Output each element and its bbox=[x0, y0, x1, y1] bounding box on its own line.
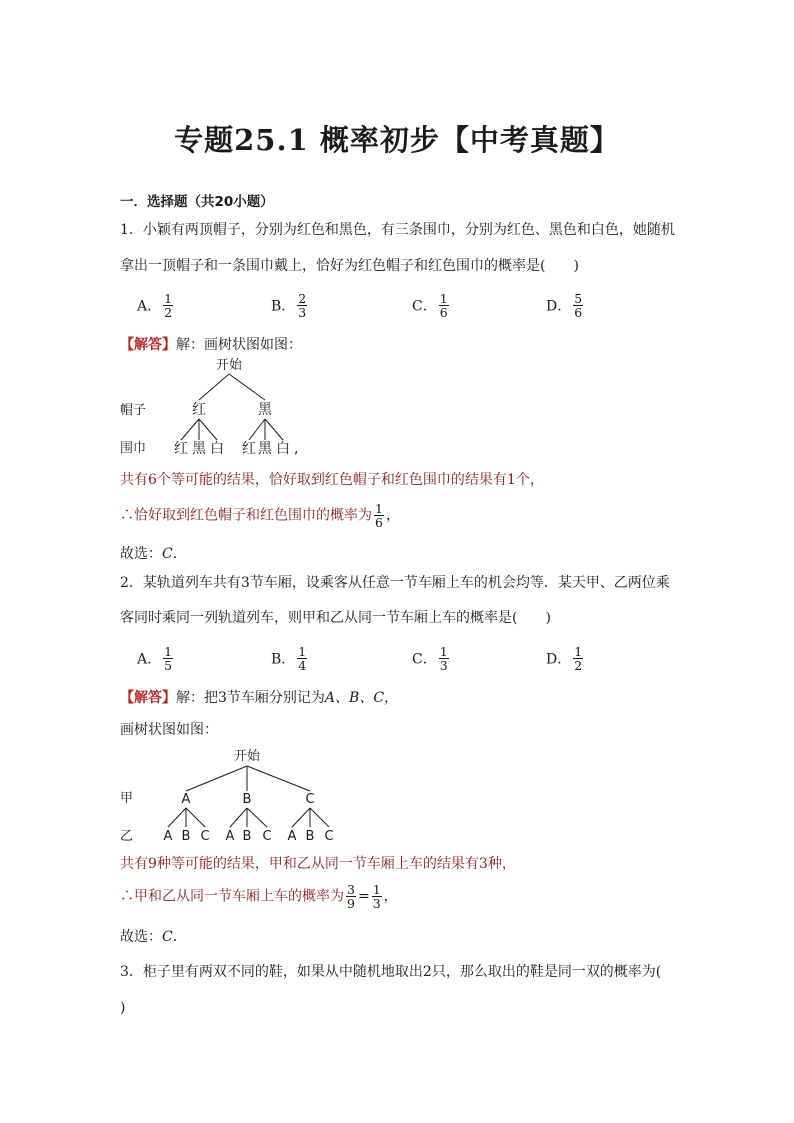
denominator: 6 bbox=[375, 515, 383, 530]
tree-branch bbox=[249, 419, 265, 440]
denominator: 3 bbox=[439, 658, 448, 673]
denominator: 5 bbox=[164, 658, 173, 673]
numerator: 1 bbox=[439, 291, 448, 306]
option-label: A． bbox=[137, 651, 162, 668]
row-label-jia: 甲 bbox=[120, 791, 134, 806]
therefore-text: ∴恰好取到红色帽子和红色围巾的概率为 bbox=[120, 507, 372, 524]
denominator: 3 bbox=[372, 896, 381, 911]
option-c bbox=[412, 645, 451, 672]
probability-fraction bbox=[372, 883, 382, 910]
numerator: 5 bbox=[574, 291, 583, 306]
option-label: D． bbox=[546, 651, 572, 668]
denominator: 2 bbox=[164, 305, 173, 320]
row-label-yi: 乙 bbox=[120, 829, 134, 844]
option-label: C． bbox=[412, 298, 437, 315]
probability-fraction bbox=[374, 502, 384, 529]
tree-leaf: C bbox=[262, 829, 272, 844]
tree-root: 开始 bbox=[215, 358, 243, 373]
numerator: 1 bbox=[439, 644, 448, 659]
answer-2-header bbox=[120, 688, 398, 708]
denominator: 4 bbox=[298, 658, 307, 673]
tree-trail: , bbox=[294, 441, 299, 457]
tree-branch bbox=[229, 374, 265, 400]
tree-diagram-1 bbox=[115, 352, 315, 462]
tree-branch bbox=[265, 419, 283, 440]
tree-branch bbox=[230, 808, 247, 827]
option-d bbox=[546, 645, 585, 672]
numerator: 3 bbox=[347, 882, 355, 897]
option-a bbox=[137, 292, 175, 319]
fraction bbox=[297, 645, 307, 672]
page-title: 专题25.1 概率初步【中考真题】 bbox=[174, 123, 620, 157]
tree-node: C bbox=[305, 792, 315, 807]
answer-text: 解：画树状图如图： bbox=[176, 337, 302, 353]
fraction bbox=[163, 645, 173, 672]
tree-node: 黑 bbox=[258, 402, 272, 418]
option-b bbox=[271, 292, 309, 319]
probability-fraction bbox=[346, 883, 356, 910]
option-label: A． bbox=[137, 298, 162, 315]
tree-leaf: 白 bbox=[276, 441, 290, 457]
fraction bbox=[573, 645, 583, 672]
option-label: B． bbox=[271, 651, 296, 668]
tree-leaf: A bbox=[287, 829, 297, 844]
tail: ， bbox=[385, 507, 400, 524]
tree-branch bbox=[168, 808, 186, 827]
row-label-scarf: 围巾 bbox=[120, 441, 147, 456]
tree-leaf: 黑 bbox=[258, 441, 272, 457]
numerator: 1 bbox=[372, 882, 381, 897]
therefore-text: ∴甲和乙从同一节车厢上车的概率为 bbox=[120, 888, 344, 905]
fraction bbox=[439, 645, 449, 672]
answer-1-therefore bbox=[120, 502, 400, 529]
answer-2-result: 共有9种等可能的结果，甲和乙从同一节车厢上车的结果有3种， bbox=[120, 856, 516, 872]
tree-diagram-2 bbox=[115, 743, 355, 848]
tree-node: B bbox=[242, 792, 252, 807]
tree-leaf: C bbox=[324, 829, 334, 844]
answer-2-choice bbox=[120, 927, 187, 947]
fraction bbox=[163, 292, 173, 319]
answer-2-tree-intro: 画树状图如图： bbox=[120, 722, 218, 738]
denominator: 2 bbox=[574, 658, 583, 673]
option-b bbox=[271, 645, 309, 672]
choice-end: ． bbox=[172, 929, 187, 945]
numerator: 1 bbox=[574, 644, 583, 659]
tree-leaf: 黑 bbox=[192, 441, 206, 457]
question-1-line-2: 拿出一顶帽子和一条围巾戴上，恰好为红色帽子和红色围巾的概率是( ) bbox=[120, 258, 579, 274]
tail: ， bbox=[383, 888, 398, 905]
answer-1-choice bbox=[120, 544, 187, 564]
answer-1-result: 共有6个等可能的结果，恰好取到红色帽子和红色围巾的结果有1个， bbox=[120, 472, 544, 488]
tree-leaf: A bbox=[225, 829, 235, 844]
option-label: D． bbox=[546, 298, 572, 315]
option-label: B． bbox=[271, 298, 296, 315]
tree-branch bbox=[186, 766, 247, 791]
denominator: 6 bbox=[574, 305, 583, 320]
question-2-line-1: 2．某轨道列车共有3节车厢，设乘客从任意一节车厢上车的机会均等．某天甲、乙两位乘 bbox=[120, 575, 670, 591]
tree-branch bbox=[247, 808, 267, 827]
tree-branch bbox=[247, 766, 310, 791]
tree-leaf: B bbox=[305, 829, 315, 844]
fraction bbox=[297, 292, 307, 319]
tree-leaf: 红 bbox=[174, 441, 188, 457]
question-3-line-2: ) bbox=[120, 1000, 126, 1016]
question-3-line-1: 3．柜子里有两双不同的鞋，如果从中随机地取出2只，那么取出的鞋是同一双的概率为( bbox=[120, 964, 662, 980]
choice-letter: C bbox=[162, 546, 173, 562]
choice-prefix: 故选： bbox=[120, 929, 162, 945]
tree-root: 开始 bbox=[233, 749, 261, 764]
tree-leaf: 红 bbox=[242, 441, 256, 457]
denominator: 3 bbox=[298, 305, 307, 320]
equals-sign: = bbox=[357, 888, 370, 905]
tree-node: 红 bbox=[192, 402, 206, 418]
tree-branch bbox=[292, 808, 310, 827]
fraction bbox=[573, 292, 583, 319]
tree-branch bbox=[181, 419, 199, 440]
tree-branch bbox=[199, 419, 217, 440]
denominator: 9 bbox=[347, 896, 355, 911]
row-label-hat: 帽子 bbox=[120, 403, 147, 418]
tree-leaf: B bbox=[242, 829, 252, 844]
answer-2-therefore bbox=[120, 883, 398, 910]
fraction bbox=[439, 292, 449, 319]
option-a bbox=[137, 645, 175, 672]
tree-leaf: B bbox=[181, 829, 191, 844]
denominator: 6 bbox=[439, 305, 448, 320]
question-2-line-2: 客同时乘同一列轨道列车，则甲和乙从同一节车厢上车的概率是( ) bbox=[120, 610, 551, 626]
section-heading: 一．选择题（共20小题） bbox=[120, 194, 274, 210]
option-d bbox=[546, 292, 585, 319]
numerator: 1 bbox=[298, 644, 307, 659]
choice-letter: C bbox=[162, 929, 173, 945]
tree-leaf: A bbox=[163, 829, 173, 844]
choice-end: ． bbox=[172, 546, 187, 562]
tree-branch bbox=[310, 808, 329, 827]
question-1-line-1: 1．小颖有两顶帽子，分别为红色和黑色，有三条围巾，分别为红色、黑色和白色，她随机 bbox=[120, 222, 675, 238]
numerator: 1 bbox=[164, 644, 173, 659]
choice-prefix: 故选： bbox=[120, 546, 162, 562]
tree-leaf: 白 bbox=[210, 441, 224, 457]
tree-branch bbox=[199, 374, 229, 400]
numerator: 1 bbox=[164, 291, 173, 306]
numerator: 2 bbox=[298, 291, 307, 306]
option-c bbox=[412, 292, 451, 319]
numerator: 1 bbox=[375, 501, 383, 516]
option-label: C． bbox=[412, 651, 437, 668]
answer-tag: 【解答】 bbox=[120, 337, 176, 353]
answer-vars: A、B、C， bbox=[324, 690, 399, 706]
answer-tag: 【解答】 bbox=[120, 690, 176, 706]
tree-leaf: C bbox=[200, 829, 210, 844]
answer-text: 解：把3节车厢分别记为 bbox=[176, 690, 325, 706]
tree-branch bbox=[186, 808, 205, 827]
tree-node: A bbox=[181, 792, 191, 807]
